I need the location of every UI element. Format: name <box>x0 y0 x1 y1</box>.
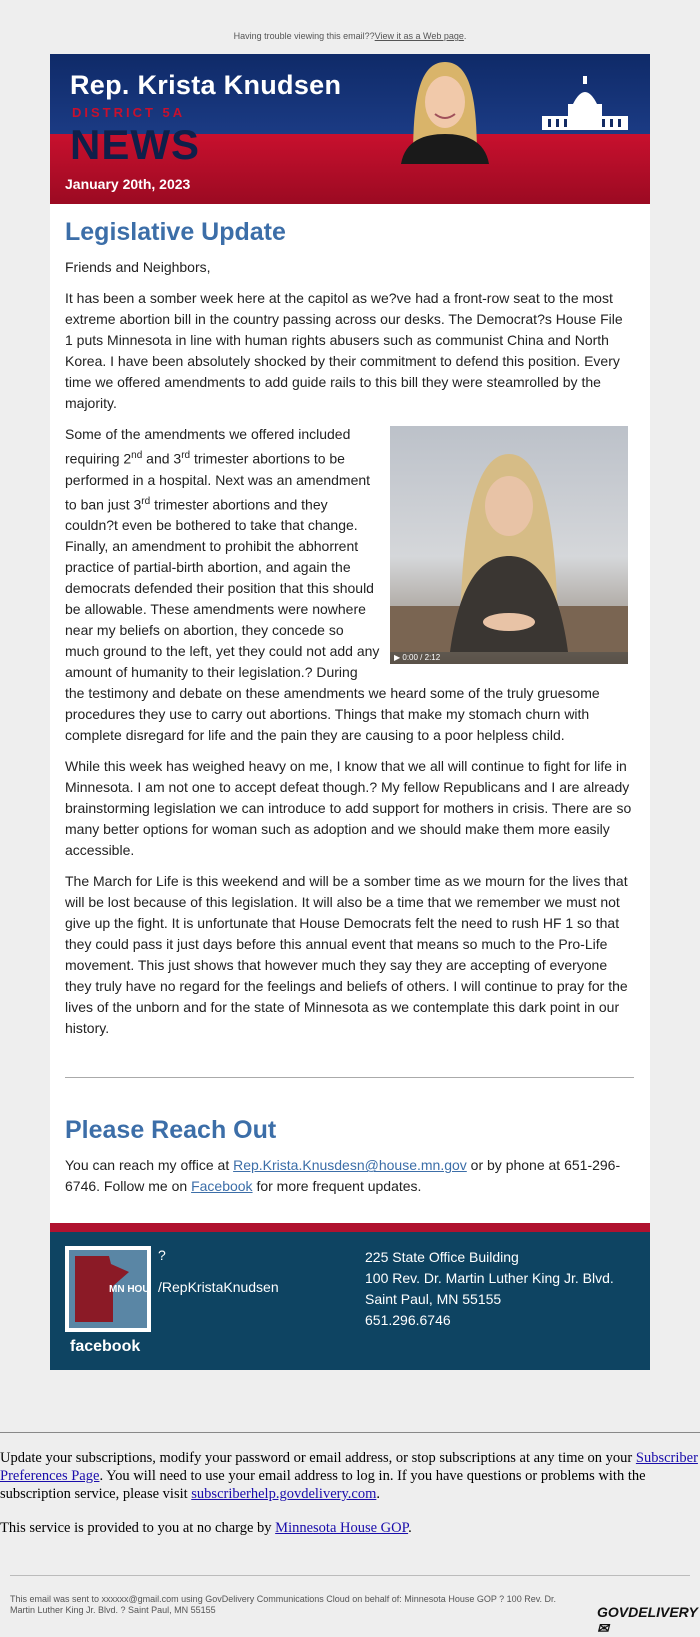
video-time: 0:00 / 2:12 <box>402 653 441 662</box>
article <box>50 204 650 1223</box>
play-icon[interactable]: ▶ 0:00 / 2:12 <box>394 653 441 662</box>
office-address: 225 State Office Building 100 Rev. Dr. Martin Luther King Jr. Blvd. Saint Paul, MN 55155 651.296.6746 <box>365 1247 614 1331</box>
preheader: Having trouble viewing this email??View it as a Web page. <box>233 31 467 41</box>
bottom-divider <box>10 1575 690 1576</box>
office-phone: 651.296.6746 <box>365 1312 451 1329</box>
article-title: Legislative Update <box>65 218 286 246</box>
facebook-link[interactable]: Facebook <box>191 1178 253 1195</box>
newsletter-date: January 20th, 2023 <box>65 176 191 192</box>
mn-house-gop-link[interactable]: Minnesota House GOP <box>275 1520 409 1536</box>
view-web-page-link[interactable]: View it as a Web page <box>374 31 464 41</box>
facebook-wordmark[interactable]: facebook <box>70 1338 141 1356</box>
banner-name: Rep. Krista Knudsen <box>70 70 342 100</box>
govdelivery-logo[interactable]: GOVDELIVERY ✉ <box>597 1604 698 1636</box>
paragraph-4: The March for Life is this weekend and will be a somber time as we mourn for the lives that will be lost because of this legislation. It will also be a time that we remember we must not give up the fight. It is unfortunate that House Democrats felt the need to rush HF 1 so that they could pass it just days before this annual event that means so much to the Pro-Life movement. This just shows that however much they say they are accepting of everyone they truly have no regard for the feelings and beliefs of others. I will continue to pray for the lives of the unborn and for the state of Minnesota as we contemplate this dark point in our history. <box>65 873 628 1037</box>
greeting: Friends and Neighbors, <box>65 259 211 275</box>
logo-text: MN HOU <box>109 1284 147 1296</box>
contact-footer <box>50 1223 650 1370</box>
footer-question-mark: ? <box>158 1247 166 1264</box>
banner-district: DISTRICT 5A <box>72 105 186 120</box>
email-link[interactable]: Rep.Krista.Knusdesn@house.mn.gov <box>233 1157 467 1174</box>
facebook-handle-link[interactable]: /RepKristaKnudsen <box>158 1279 279 1296</box>
video-thumbnail <box>390 426 628 652</box>
paragraph-1: It has been a somber week here at the capitol as we?ve had a front-row seat to the most extreme abortion bill in the country passing across our desks. The Democrat?s House File 1 puts Minnesota in line with human rights abusers such as communist China and North Korea. I have been absolutely shocked by their commitment to defend this position. Every time we offered amendments to add guide rails to this bill they were steamrolled by the majority. <box>65 290 623 411</box>
service-text: This service is provided to you at no charge by Minnesota House GOP. <box>0 1520 412 1536</box>
sent-to-text: This email was sent to xxxxxx@gmail.com using GovDelivery Communications Cloud on behalf of: Minnesota House GOP ? 100 Rev. Dr. Martin Luther King Jr. Blvd. ? Saint Paul, MN 55155 <box>10 1594 557 1615</box>
paragraph-3: While this week has weighed heavy on me, I know that we all will continue to fight for life in Minnesota. I am not one to accept defeat though.? My fellow Republicans and I are already brainstorming legislation we can introduce to add support for mothers in crisis. There are so many better options for woman such as adoption and we should make them more easily accessible. <box>65 758 632 859</box>
preheader-text: Having trouble viewing this email?? <box>233 31 375 41</box>
subscriber-help-link[interactable]: subscriberhelp.govdelivery.com <box>191 1486 377 1502</box>
mn-house-gop-logo[interactable] <box>65 1246 151 1332</box>
reach-out-text: You can reach my office at Rep.Krista.Knusdesn@house.mn.gov or by phone at 651-296-6746. Follow me on Facebook for more frequent updates. <box>65 1157 621 1195</box>
paragraph-2: Some of the amendments we offered included requiring 2nd and 3rd trimester abortions to be performed in a hospital. Next was an amendment to ban just 3rd trimester abortions and they couldn?t even be bothered to take that change. Finally, an amendment to prohibit the abhorrent practice of partial-birth abortion, and again the democrats defended their position that this should be allowable. These amendments were nowhere near my beliefs on abortion, they concede so much ground to the left, yet they could not add any amount of humanity to their legislation.? During the testimony and debate on these amendments we heard some of the truly gruesome procedures they use to carry out abortions. Things that make my stomach churn with complete disregard for life and the pain they are causing to a poor helpless child. <box>65 426 600 744</box>
minnesota-map-icon <box>69 1250 147 1328</box>
subscriber-preferences-link[interactable]: Subscriber Preferences Page <box>0 1450 698 1484</box>
banner-news: NEWS <box>70 121 200 168</box>
divider <box>65 1077 634 1078</box>
video-player[interactable] <box>390 426 628 664</box>
newsletter-banner <box>50 54 650 204</box>
subscription-footer <box>0 1432 700 1537</box>
envelope-icon: ✉ <box>597 1620 609 1636</box>
capitol-icon <box>540 76 630 136</box>
email-body <box>50 54 650 1370</box>
reach-out-title: Please Reach Out <box>65 1116 277 1145</box>
representative-photo <box>395 54 495 164</box>
subscription-text: Update your subscriptions, modify your password or email address, or stop subscriptions at any time on your Subscriber Preferences Page. You will need to use your email address to log in. If you have questions or problems with the subscription service, please visit subscriberhelp.govdelivery.com. <box>0 1450 698 1502</box>
